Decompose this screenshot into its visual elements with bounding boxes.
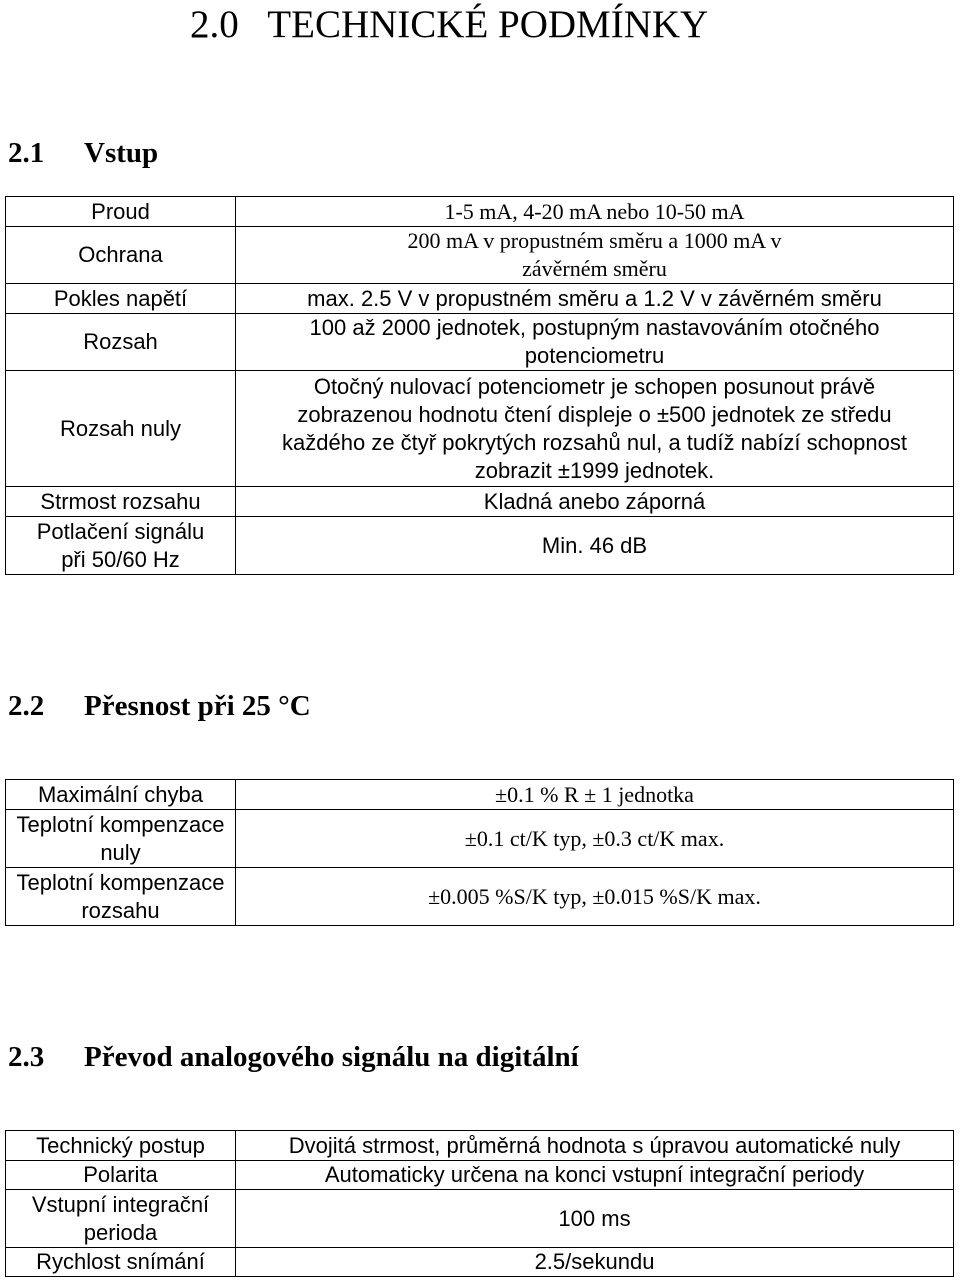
row-label: Pokles napětí [6,284,236,314]
accuracy-spec-table [5,779,954,926]
row-label: Technický postup [6,1131,236,1161]
row-value: Dvojitá strmost, průměrná hodnota s úpravou automatické nuly [236,1131,954,1161]
table-row [6,868,954,926]
row-value: ±0.1 % R ± 1 jednotka [236,780,954,810]
row-value: Automaticky určena na konci vstupní integrační periody [236,1161,954,1190]
section-title: Převod analogového signálu na digitální [84,1041,579,1073]
input-spec-table [5,196,954,575]
table-row [6,1131,954,1161]
row-value: ±0.005 %S/K typ, ±0.015 %S/K max. [236,868,954,926]
table-row [6,780,954,810]
row-label: Maximální chyba [6,780,236,810]
table-row [6,227,954,284]
row-value: Kladná anebo záporná [236,487,954,517]
table-row [6,1161,954,1190]
table-row [6,314,954,371]
table-row [6,1190,954,1248]
table-row [6,487,954,517]
row-label: Potlačení signálu při 50/60 Hz [6,517,236,575]
table-row [6,1248,954,1277]
row-label: Proud [6,197,236,227]
row-value: Min. 46 dB [236,517,954,575]
table-row [6,517,954,575]
section-number: 2.3 [8,1041,45,1073]
row-value: ±0.1 ct/K typ, ±0.3 ct/K max. [236,810,954,868]
row-label: Rozsah nuly [6,371,236,487]
section-title: Přesnost při 25 °C [84,690,311,722]
section-number: 2.2 [8,690,45,722]
row-value: 2.5/sekundu [236,1248,954,1277]
row-value: 100 až 2000 jednotek, postupným nastavováním otočného potenciometru [236,314,954,371]
table-row [6,284,954,314]
section-heading-prevod [8,1040,579,1074]
table-row [6,197,954,227]
section-heading-presnost [8,689,311,723]
row-label: Polarita [6,1161,236,1190]
section-title: Vstup [84,137,159,169]
row-value: 1-5 mA, 4-20 mA nebo 10-50 mA [236,197,954,227]
row-label: Ochrana [6,227,236,284]
section-heading-vstup [8,136,158,170]
row-label: Vstupní integrační perioda [6,1190,236,1248]
row-label: Rozsah [6,314,236,371]
row-value: 100 ms [236,1190,954,1248]
table-row [6,371,954,487]
row-value: max. 2.5 V v propustném směru a 1.2 V v závěrném směru [236,284,954,314]
row-label: Teplotní kompenzace rozsahu [6,868,236,926]
row-label: Strmost rozsahu [6,487,236,517]
row-label: Rychlost snímání [6,1248,236,1277]
conversion-spec-table [5,1130,954,1277]
section-number: 2.1 [8,137,45,169]
row-value: 200 mA v propustném směru a 1000 mA v závěrném směru [236,227,954,284]
row-label: Teplotní kompenzace nuly [6,810,236,868]
table-row [6,810,954,868]
row-value: Otočný nulovací potenciometr je schopen posunout právě zobrazenou hodnotu čtení displeje o ±500 jednotek ze středu každého ze čtyř pokrytých rozsahů nul, a tudíž nabízí schopnost zobrazit ±1999 jednotek. [236,371,954,487]
page-title: 2.0 TECHNICKÉ PODMÍNKY [190,3,709,46]
